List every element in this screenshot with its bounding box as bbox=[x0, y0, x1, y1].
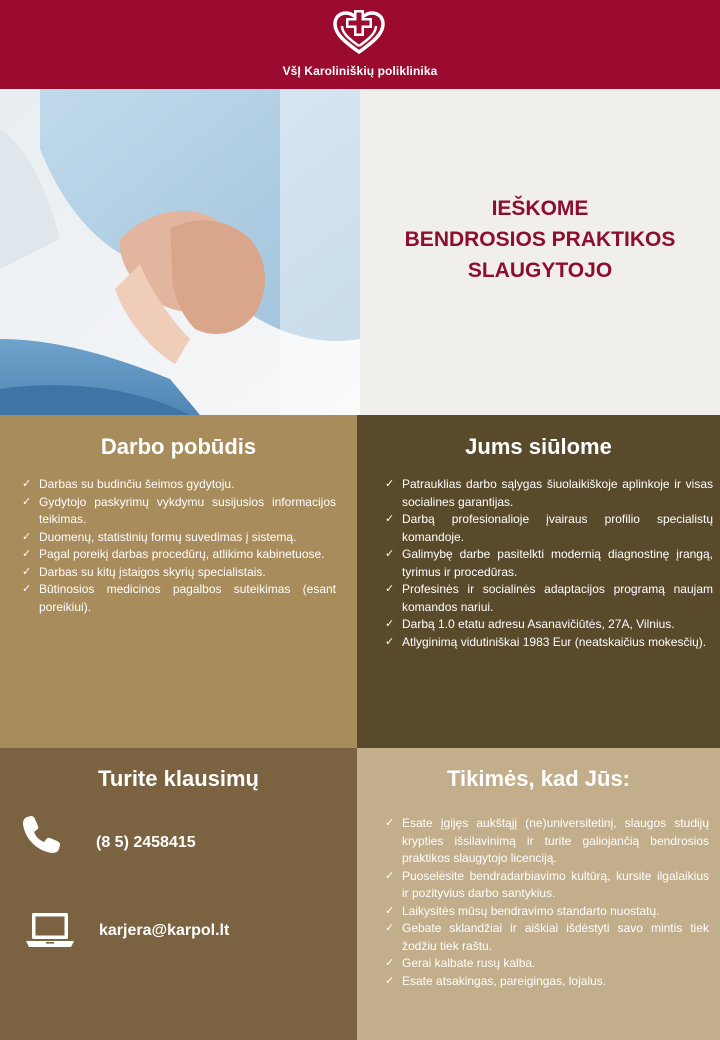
contact-panel bbox=[0, 748, 357, 1040]
expectations-panel bbox=[357, 748, 720, 1040]
job-title-line2: BENDROSIOS PRAKTIKOS bbox=[404, 228, 676, 251]
header-banner bbox=[0, 0, 720, 89]
laptop-icon bbox=[26, 912, 74, 948]
list-item: ✓ Duomenų, statistinių formų suvedimas į sistemą. bbox=[22, 529, 336, 547]
list-item: ✓ Gerai kalbate rusų kalba. bbox=[385, 955, 709, 973]
nurse-holding-patient-hands-photo bbox=[0, 89, 360, 415]
job-description-list bbox=[22, 476, 336, 616]
list-item: ✓ Darbas su budinčiu šeimos gydytoju. bbox=[22, 476, 336, 494]
list-item: ✓ Esate atsakingas, pareigingas, lojalus. bbox=[385, 973, 709, 991]
list-item: ✓ Atlyginimą vidutiniškai 1983 Eur (neatskaičius mokesčių). bbox=[385, 634, 713, 652]
list-item: ✓ Laikysitės mūsų bendravimo standarto nuostatų. bbox=[385, 903, 709, 921]
list-item: ✓ Darbą 1.0 etatu adresu Asanavičiūtės, 27A, Vilnius. bbox=[385, 616, 713, 634]
job-description-panel bbox=[0, 415, 357, 748]
hero-photo bbox=[0, 89, 360, 415]
job-description-heading: Darbo pobūdis bbox=[100, 434, 257, 459]
phone-number[interactable]: (8 5) 2458415 bbox=[96, 834, 196, 851]
list-item: ✓ Gydytojo paskyrimų vykdymu susijusios informacijos teikimas. bbox=[22, 494, 336, 529]
email-link[interactable]: karjera@karpol.lt bbox=[99, 922, 230, 939]
offer-heading: Jums siūlome bbox=[465, 434, 612, 459]
expectations-heading: Tikimės, kad Jūs: bbox=[446, 766, 630, 791]
list-item: ✓ Gebate sklandžiai ir aiškiai išdėstyti savo mintis tiek žodžiu tiek raštu. bbox=[385, 920, 709, 955]
title-panel bbox=[360, 89, 720, 415]
contact-heading: Turite klausimų bbox=[98, 766, 259, 791]
heart-cross-logo-icon bbox=[331, 8, 387, 56]
list-item: ✓ Darbas su kitų įstaigos skyrių specialistais. bbox=[22, 564, 336, 582]
list-item: ✓ Galimybę darbe pasitelkti modernią diagnostinę įrangą, tyrimus ir procedūras. bbox=[385, 546, 713, 581]
offer-list bbox=[385, 476, 713, 651]
list-item: ✓ Puoselėsite bendradarbiavimo kultūrą, kursite ilgalaikius ir pozityvius darbo santykius. bbox=[385, 868, 709, 903]
offer-panel bbox=[357, 415, 720, 748]
organization-name: VšĮ Karoliniškių poliklinika bbox=[282, 64, 438, 78]
list-item: ✓ Darbą profesionalioje įvairaus profilio specialistų komandoje. bbox=[385, 511, 713, 546]
list-item: ✓ Patrauklias darbo sąlygas šiuolaikiškoje aplinkoje ir visas socialines garantijas. bbox=[385, 476, 713, 511]
expectations-list bbox=[385, 815, 709, 990]
phone-icon bbox=[22, 814, 62, 854]
list-item: ✓ Profesinės ir socialinės adaptacijos programą naujam komandos nariui. bbox=[385, 581, 713, 616]
job-title-line3: SLAUGYTOJO bbox=[467, 259, 613, 282]
job-title bbox=[360, 193, 720, 286]
job-title-line1: IEŠKOME bbox=[491, 197, 589, 220]
list-item: ✓ Esate įgijęs aukštąjį (ne)universitetinį, slaugos studijų krypties išsilavinimą ir turite galiojančią bendrosios praktikos slaugytojo licenciją. bbox=[385, 815, 709, 868]
list-item: ✓ Būtinosios medicinos pagalbos suteikimas (esant poreikiui). bbox=[22, 581, 336, 616]
list-item: ✓ Pagal poreikį darbas procedūrų, atlikimo kabinetuose. bbox=[22, 546, 336, 564]
